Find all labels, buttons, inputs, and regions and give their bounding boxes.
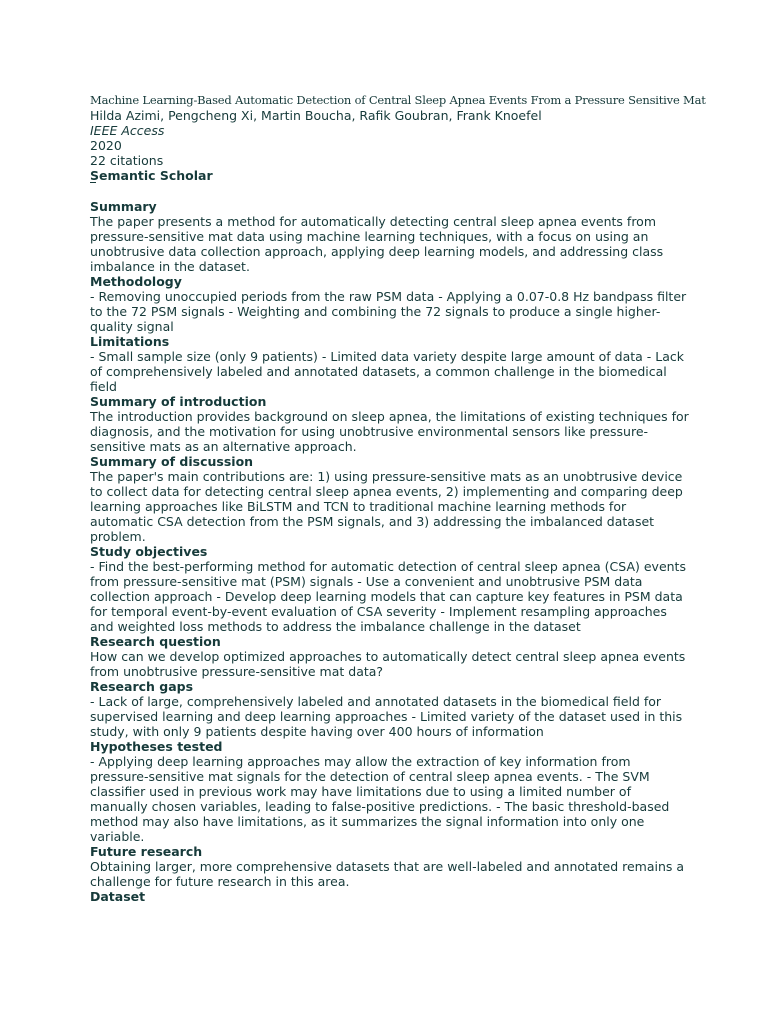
section-summary — [90, 199, 690, 274]
section-limitations — [90, 334, 690, 394]
section-body: - Lack of large, comprehensively labeled and annotated datasets in the biomedical field for supervised learning and deep learning approaches - Limited variety of the dataset used in this study, with only 9 patients despite having over 400 hours of information — [90, 694, 683, 739]
section-heading: Limitations — [90, 334, 170, 349]
section-heading: Study objectives — [90, 544, 208, 559]
section-hypotheses-tested — [90, 739, 690, 844]
section-summary-of-discussion — [90, 454, 690, 544]
paper-title: Machine Learning-Based Automatic Detection of Central Sleep Apnea Events From a Pressure Sensitive Mat — [90, 93, 706, 107]
document-page — [90, 93, 706, 904]
section-research-question — [90, 634, 690, 679]
section-heading: Summary — [90, 199, 157, 214]
section-heading: Dataset — [90, 889, 146, 904]
paper-journal: IEEE Access — [90, 123, 165, 138]
section-body: - Small sample size (only 9 patients) - Limited data variety despite large amount of data - Lack of comprehensively labeled and annotated datasets, a common challenge in the biomedical field — [90, 349, 685, 394]
section-future-research — [90, 844, 690, 889]
section-heading: Summary of introduction — [90, 394, 267, 409]
section-heading: Methodology — [90, 274, 182, 289]
section-heading: Future research — [90, 844, 203, 859]
section-heading: Research gaps — [90, 679, 194, 694]
section-study-objectives — [90, 544, 690, 634]
section-spacer — [90, 183, 690, 199]
section-methodology — [90, 274, 690, 334]
section-research-gaps — [90, 679, 690, 739]
paper-source: Semantic Scholar — [90, 168, 213, 183]
section-body: - Removing unoccupied periods from the raw PSM data - Applying a 0.07-0.8 Hz bandpass filter to the 72 PSM signals - Weighting and combining the 72 signals to produce a single higher-quality signal — [90, 289, 687, 334]
section-heading: Summary of discussion — [90, 454, 254, 469]
paper-citations: 22 citations — [90, 153, 164, 168]
paper-authors: Hilda Azimi, Pengcheng Xi, Martin Boucha, Rafik Goubran, Frank Knoefel — [90, 108, 542, 123]
section-body: The introduction provides background on sleep apnea, the limitations of existing techniques for diagnosis, and the motivation for using unobtrusive environmental sensors like pressure-sensitive mats as an alternative approach. — [90, 409, 689, 454]
section-body: How can we develop optimized approaches to automatically detect central sleep apnea events from unobtrusive pressure-sensitive mat data? — [90, 649, 686, 679]
section-heading: Hypotheses tested — [90, 739, 223, 754]
section-body: Obtaining larger, more comprehensive datasets that are well-labeled and annotated remains a challenge for future research in this area. — [90, 859, 685, 889]
section-body: The paper's main contributions are: 1) using pressure-sensitive mats as an unobtrusive device to collect data for detecting central sleep apnea events, 2) implementing and comparing deep learning approaches like BiLSTM and TCN to traditional machine learning methods for automatic CSA detection from the PSM signals, and 3) addressing the imbalanced dataset problem. — [90, 469, 683, 544]
section-dataset — [90, 889, 690, 904]
section-body: The paper presents a method for automatically detecting central sleep apnea events from pressure-sensitive mat data using machine learning techniques, with a focus on using an unobtrusive data collection approach, applying deep learning models, and addressing class imbalance in the dataset. — [90, 214, 664, 274]
section-summary-of-introduction — [90, 394, 690, 454]
section-heading: Research question — [90, 634, 221, 649]
section-body: - Applying deep learning approaches may allow the extraction of key information from pressure-sensitive mat signals for the detection of central sleep apnea events. - The SVM classifier used in previous work may have limitations due to using a limited number of manually chosen variables, leading to false-positive predictions. - The basic threshold-based method may also have limitations, as it summarizes the signal information into only one variable. — [90, 754, 670, 844]
section-body: - Find the best-performing method for automatic detection of central sleep apnea (CSA) events from pressure-sensitive mat (PSM) signals - Use a convenient and unobtrusive PSM data collection approach - Develop deep learning models that can capture key features in PSM data for temporal event-by-event evaluation of CSA severity - Implement resampling approaches and weighted loss methods to address the imbalance challenge in the dataset — [90, 559, 686, 634]
paper-year: 2020 — [90, 138, 122, 153]
